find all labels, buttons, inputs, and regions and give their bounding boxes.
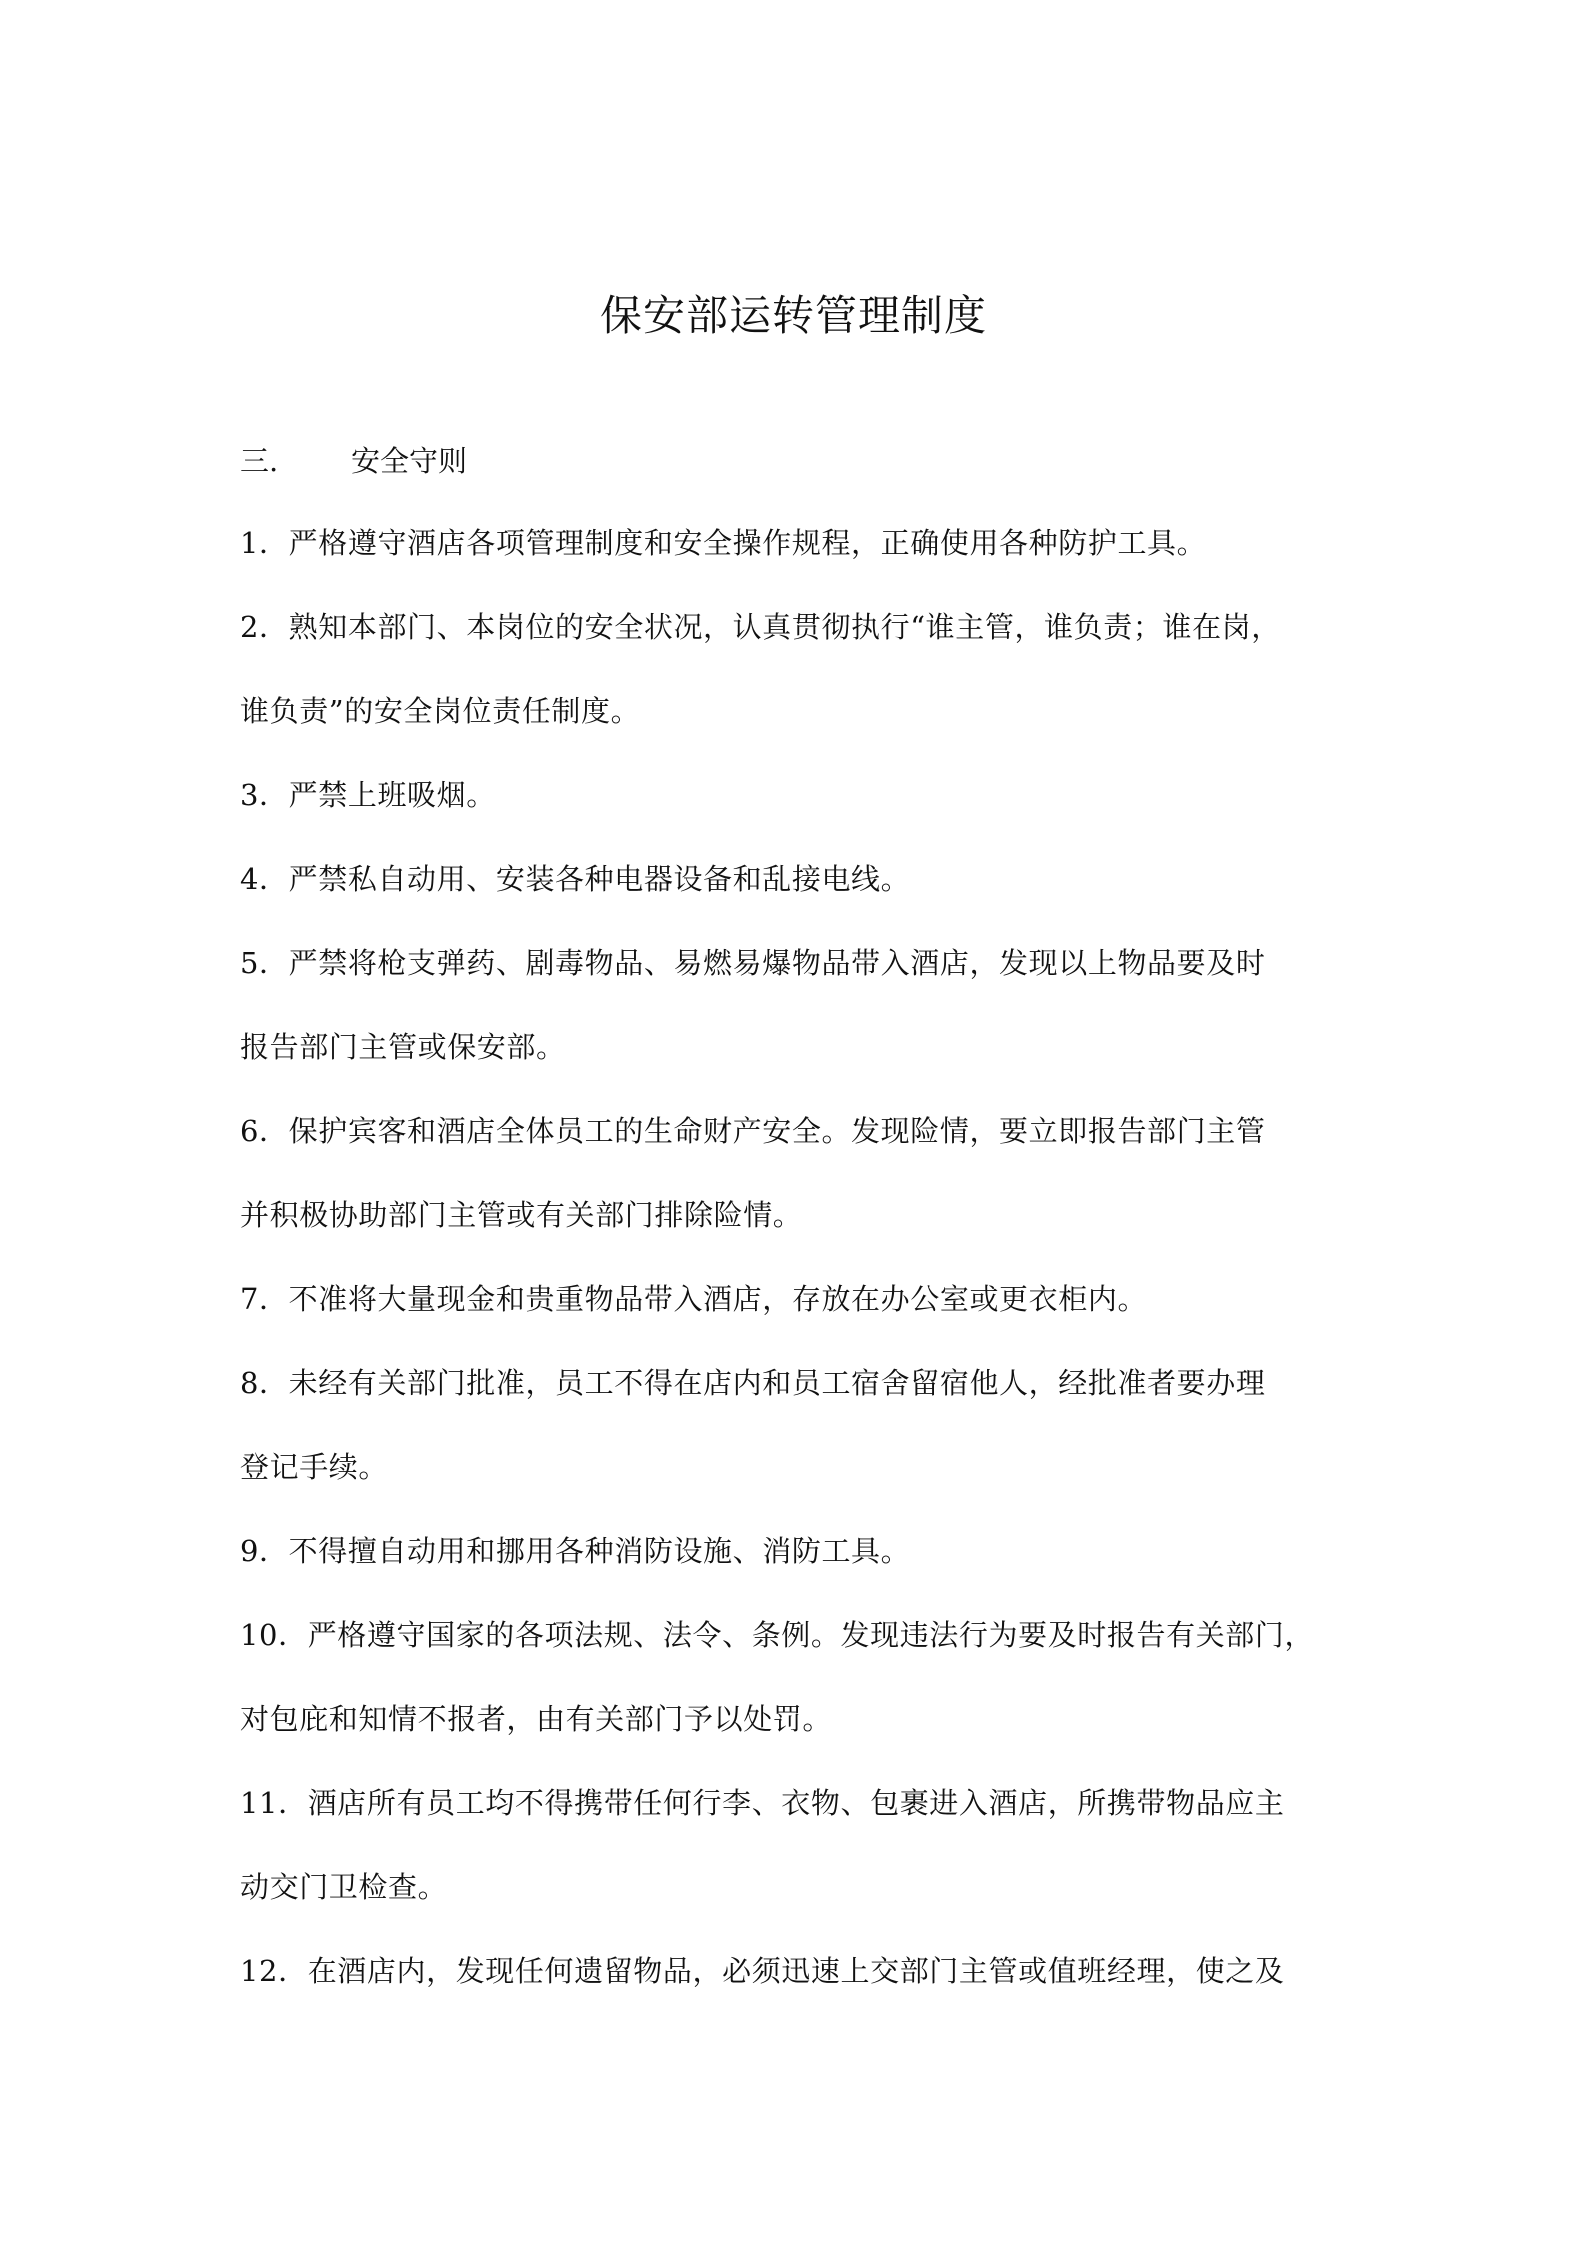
rule-4-line-1: 4．严禁私自动用、安装各种电器设备和乱接电线。	[240, 862, 911, 896]
rule-8-line-1: 8．未经有关部门批准，员工不得在店内和员工宿舍留宿他人，经批准者要办理	[240, 1366, 1266, 1400]
rule-6-line-1: 6．保护宾客和酒店全体员工的生命财产安全。发现险情，要立即报告部门主管	[240, 1114, 1266, 1148]
section-heading: 安全守则	[351, 444, 468, 478]
rule-8-line-2: 登记手续。	[240, 1450, 389, 1484]
section-number: 三.	[240, 444, 279, 478]
rule-7-line-1: 7．不准将大量现金和贵重物品带入酒店，存放在办公室或更衣柜内。	[240, 1282, 1148, 1316]
rule-11-line-1: 11．酒店所有员工均不得携带任何行李、衣物、包裹进入酒店，所携带物品应主	[240, 1786, 1285, 1820]
document-title: 保安部运转管理制度	[599, 291, 987, 340]
rule-11-line-2: 动交门卫检查。	[240, 1870, 448, 1904]
document-body	[240, 522, 1358, 2034]
rule-5-line-2: 报告部门主管或保安部。	[240, 1030, 566, 1064]
rule-2-line-1: 2．熟知本部门、本岗位的安全状况，认真贯彻执行“谁主管，谁负责；谁在岗，	[240, 610, 1281, 644]
rule-2-line-2: 谁负责”的安全岗位责任制度。	[240, 694, 641, 728]
rule-1-line-1: 1．严格遵守酒店各项管理制度和安全操作规程，正确使用各种防护工具。	[240, 526, 1207, 560]
rule-9-line-1: 9．不得擅自动用和挪用各种消防设施、消防工具。	[240, 1534, 911, 1568]
rule-12-line-1: 12．在酒店内，发现任何遗留物品，必须迅速上交部门主管或值班经理，使之及	[240, 1954, 1285, 1988]
rule-5-line-1: 5．严禁将枪支弹药、剧毒物品、易燃易爆物品带入酒店，发现以上物品要及时	[240, 946, 1266, 980]
rule-3-line-1: 3．严禁上班吸烟。	[240, 778, 496, 812]
rule-10-line-2: 对包庇和知情不报者，由有关部门予以处罚。	[240, 1702, 833, 1736]
rule-10-line-1: 10．严格遵守国家的各项法规、法令、条例。发现违法行为要及时报告有关部门，	[240, 1618, 1315, 1652]
section-header	[240, 440, 467, 482]
rule-6-line-2: 并积极协助部门主管或有关部门排除险情。	[240, 1198, 803, 1232]
